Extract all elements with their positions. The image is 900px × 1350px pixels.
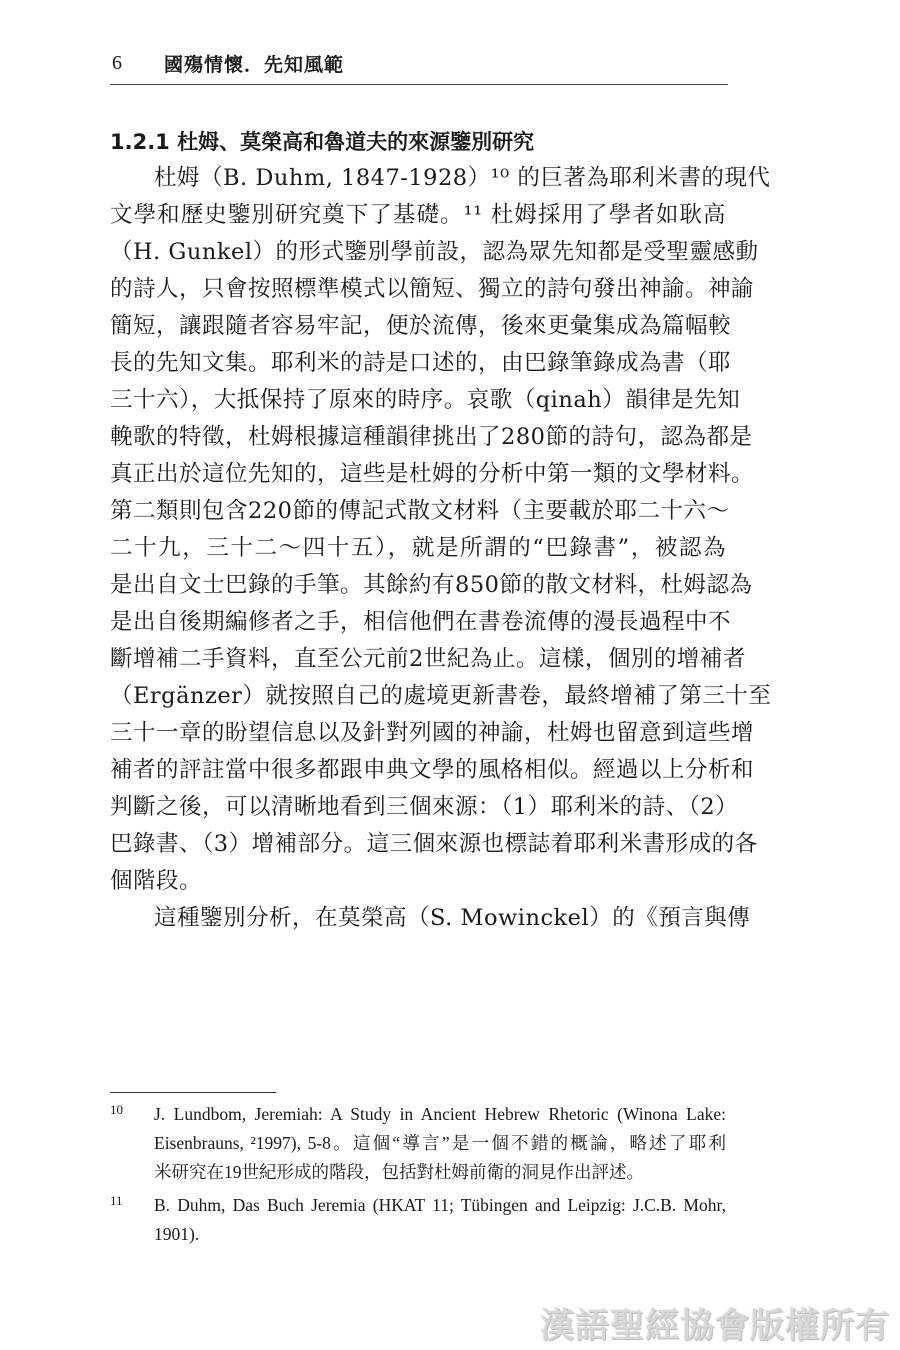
text-line: 補者的評註當中很多都跟申典文學的風格相似。經過以上分析和: [110, 757, 755, 783]
text-line: 是出自後期編修者之手，相信他們在書卷流傳的漫長過程中不: [110, 609, 732, 635]
text-line: （Ergänzer）就按照自己的處境更新書卷，最終增補了第三十至: [110, 683, 772, 709]
text-line: 長的先知文集。耶利米的詩是口述的，由巴錄筆錄成為書（耶: [110, 350, 732, 376]
section-heading: 1.2.1 杜姆、莫榮高和魯道夫的來源鑒別研究: [110, 130, 535, 154]
text-line: 判斷之後，可以清晰地看到三個來源：（1）耶利米的詩、（2）: [110, 794, 739, 820]
footnote-line: 1901).: [154, 1224, 200, 1244]
text-line: 文學和歷史鑒別研究奠下了基礎。¹¹ 杜姆採用了學者如耿高: [110, 202, 726, 228]
text-line: 巴錄書、（3）增補部分。這三個來源也標誌着耶利米書形成的各: [110, 831, 758, 857]
footnote-line: B. Duhm, Das Buch Jeremia (HKAT 11; Tübingen and Leipzig: J.C.B. Mohr,: [154, 1195, 726, 1215]
book-title: 國殤情懷．先知風範: [164, 54, 345, 76]
footnote-line: Eisenbrauns, ²1997), 5-8。這個“導言”是一個不錯的概論，略述了耶利: [154, 1133, 726, 1153]
text-line: 斷增補二手資料，直至公元前2世紀為止。這樣，個別的增補者: [110, 646, 746, 672]
text-line: 這種鑒別分析，在莫榮高（S. Mowinckel）的《預言與傳: [154, 905, 751, 931]
text-line: 二十九，三十二～四十五），就是所謂的“巴錄書”，被認為: [110, 535, 726, 561]
text-line: 個階段。: [110, 868, 203, 894]
text-line: 真正出於這位先知的，這些是杜姆的分析中第一類的文學材料。: [110, 461, 755, 487]
text-line: 簡短，讓跟隨者容易牢記，便於流傳，後來更彙集成為篇幅較: [110, 313, 732, 339]
footnote-number: 11: [110, 1193, 123, 1208]
text-line: 的詩人，只會按照標準模式以簡短、獨立的詩句發出神諭。神諭: [110, 276, 755, 302]
text-line: 三十一章的盼望信息以及針對列國的神諭，杜姆也留意到這些增: [110, 720, 755, 746]
text-line: 輓歌的特徵，杜姆根據這種韻律挑出了280節的詩句，認為都是: [110, 424, 753, 450]
text-line: 是出自文士巴錄的手筆。其餘約有850節的散文材料，杜姆認為: [110, 572, 753, 598]
page-number: 6: [112, 52, 122, 74]
paragraph-2: [110, 900, 751, 937]
footnote-10: [110, 1100, 726, 1187]
footnote-number: 10: [110, 1102, 123, 1117]
footnote-line: 米研究在19世紀形成的階段，包括對杜姆前衛的洞見作出評述。: [154, 1162, 644, 1182]
running-head: [110, 50, 728, 85]
footnote-line: J. Lundbom, Jeremiah: A Study in Ancient Hebrew Rhetoric (Winona Lake:: [154, 1104, 726, 1124]
body-text: [110, 160, 772, 937]
copyright-watermark: 漢語聖經協會版權所有: [540, 1306, 890, 1346]
footnotes: [110, 1100, 726, 1253]
text-line: 第二類則包含220節的傳記式散文材料（主要載於耶二十六～: [110, 498, 730, 524]
text-line: （H. Gunkel）的形式鑒別學前設，認為眾先知都是受聖靈感動: [110, 239, 759, 265]
paragraph-1: [110, 160, 772, 900]
footnote-11: [110, 1191, 726, 1249]
text-line: 杜姆（B. Duhm, 1847-1928）¹⁰ 的巨著為耶利米書的現代: [154, 165, 771, 191]
text-line: 三十六），大抵保持了原來的時序。哀歌（qinah）韻律是先知: [110, 387, 741, 413]
footnote-divider: [110, 1092, 276, 1093]
